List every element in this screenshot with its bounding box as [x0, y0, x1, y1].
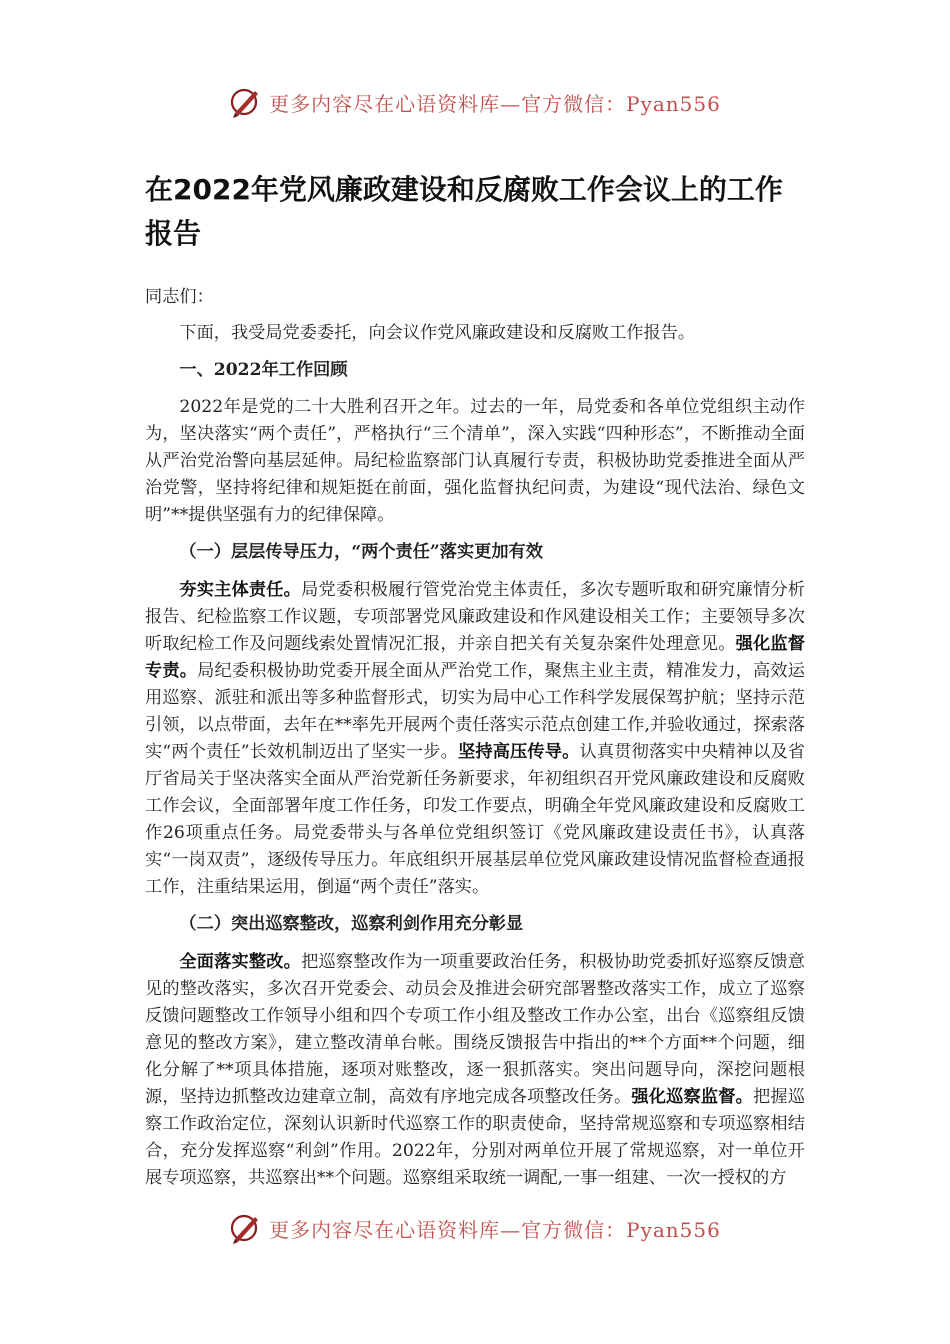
- section-1-paragraph: 2022年是党的二十大胜利召开之年。过去的一年，局党委和各单位党组织主动作为，坚决落实“两个责任”，严格执行“三个清单”，深入实践“四种形态”，不断推动全面从严治党治警向基层延伸。局纪检监察部门认真履行专责，积极协助党委推进全面从严治党警，坚持将纪律和规矩挺在前面，强化监督执纪问责，为建设“现代法治、绿色文明”**提供坚强有力的纪律保障。: [145, 397, 805, 525]
- document-title: 在2022年党风廉政建设和反腐败工作会议上的工作报告: [145, 173, 783, 250]
- section-heading-1: 一、2022年工作回顾: [179, 360, 348, 380]
- bold-lead-2: 强化监督专责。: [145, 634, 805, 681]
- greeting: 同志们：: [145, 287, 214, 307]
- banner-text: 更多内容尽在心语资料库—官方微信：Pyan556: [269, 91, 721, 116]
- body-text-5: 把握巡察工作政治定位，深刻认识新时代巡察工作的职责使命，坚持常规巡察和专项巡察相结合，充分发挥巡察“利剑”作用。2022年，分别对两单位开展了常规巡察，对一单位开展专项巡察，共巡察出**个问题。巡察组采取统一调配,一事一组建、一次一授权的方: [145, 1087, 805, 1188]
- bold-lead-5: 强化巡察监督。: [631, 1087, 754, 1107]
- bold-lead-4: 全面落实整改。: [179, 952, 302, 972]
- body-text-2: 局纪委积极协助党委开展全面从严治党工作，聚焦主业主责，精准发力，高效运用巡察、派驻和派出等多种监督形式，切实为局中心工作科学发展保驾护航；坚持示范引领，以点带面，去年在**率先开展两个责任落实示范点创建工作,并验收通过，探索落实“两个责任”长效机制迈出了坚实一步。: [145, 661, 805, 762]
- document-body: [145, 168, 805, 1192]
- body-text-1: 局党委积极履行管党治党主体责任，多次专题听取和研究廉情分析报告、纪检监察工作议题，专项部署党风廉政建设和作风建设相关工作；主要领导多次听取纪检工作及问题线索处置情况汇报，并亲自把关有关复杂案件处理意见。: [145, 580, 805, 654]
- bold-lead-3: 坚持高压传导。: [458, 742, 580, 762]
- body-text-3: 认真贯彻落实中央精神以及省厅省局关于坚决落实全面从严治党新任务新要求，年初组织召开党风廉政建设和反腐败工作会议，全面部署年度工作任务，印发工作要点，明确全年党风廉政建设和反腐败工作26项重点任务。局党委带头与各单位党组织签订《党风廉政建设责任书》，认真落实“一岗双责”，逐级传导压力。年底组织开展基层单位党风廉政建设情况监督检查通报工作，注重结果运用，倒逼“两个责任”落实。: [145, 742, 805, 897]
- subsection-heading-1: （一）层层传导压力，“两个责任”落实更加有效: [179, 542, 543, 562]
- intro-paragraph: 下面，我受局党委委托，向会议作党风廉政建设和反腐败工作报告。: [179, 323, 696, 343]
- header-banner: [0, 82, 950, 122]
- body-text-4: 把巡察整改作为一项重要政治任务，积极协助党委抓好巡察反馈意见的整改落实，多次召开党委会、动员会及推进会研究部署整改落实工作，成立了巡察反馈问题整改工作领导小组和四个专项工作小组及整改工作办公室，出台《巡察组反馈意见的整改方案》，建立整改清单台帐。围绕反馈报告中指出的**个方面**个问题，细化分解了**项具体措施，逐项对账整改，逐一狠抓落实。突出问题导向，深挖问题根源，坚持边抓整改边建章立制，高效有序地完成各项整改任务。: [145, 952, 805, 1107]
- banner-text: 更多内容尽在心语资料库—官方微信：Pyan556: [269, 1217, 721, 1242]
- subsection-2-paragraph: [145, 949, 805, 1192]
- bold-lead-1: 夯实主体责任。: [179, 580, 302, 600]
- subsection-heading-2: （二）突出巡察整改，巡察利剑作用充分彰显: [179, 914, 524, 934]
- pen-logo-icon: [229, 1211, 263, 1245]
- footer-banner: [0, 1208, 950, 1248]
- pen-logo-icon: [229, 85, 263, 119]
- subsection-1-paragraph: [145, 577, 805, 901]
